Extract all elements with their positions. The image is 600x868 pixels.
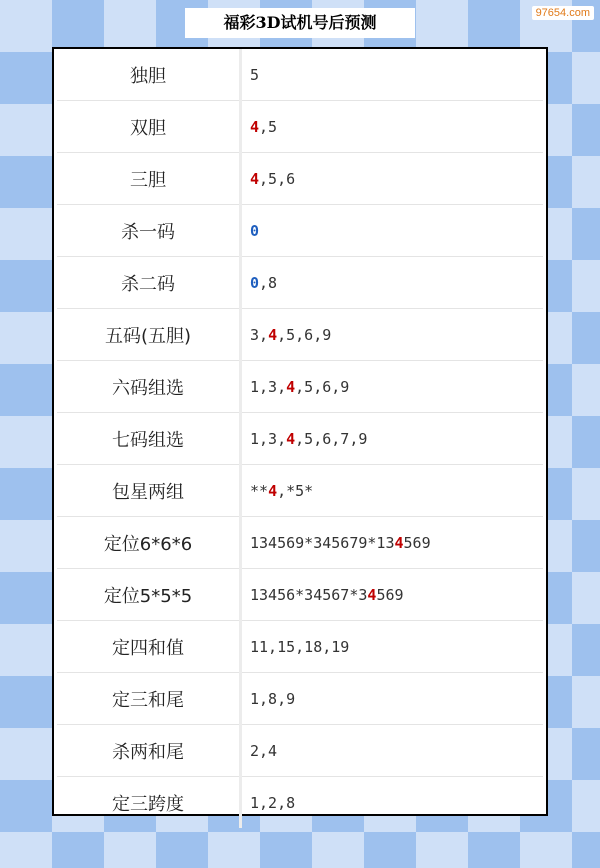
- row-value: [241, 673, 544, 725]
- row-label: 五码(五胆): [57, 309, 241, 361]
- value-text: ,5,6,7,9: [295, 429, 368, 448]
- row-value: [241, 257, 544, 309]
- prediction-rows: [57, 49, 543, 828]
- row-label: 双胆: [57, 101, 241, 153]
- value-text: ,5,6,9: [277, 325, 332, 344]
- row-label: 杀二码: [57, 257, 241, 309]
- row-label: 定位5*5*5: [57, 569, 241, 621]
- row-value: [241, 725, 544, 777]
- value-text: 3,: [250, 325, 269, 344]
- row-label: 七码组选: [57, 413, 241, 465]
- highlight-number: 4: [268, 481, 278, 500]
- row-label: 定三和尾: [57, 673, 241, 725]
- prediction-panel: [52, 47, 548, 816]
- highlight-number: 4: [250, 169, 260, 188]
- table-row: [57, 205, 543, 257]
- highlight-number: 4: [394, 533, 404, 552]
- table-row: [57, 517, 543, 569]
- row-value: [241, 49, 544, 101]
- value-text: ,5,6,9: [295, 377, 350, 396]
- value-text: 2,4: [250, 741, 278, 760]
- value-text: 569: [403, 533, 431, 552]
- row-value: [241, 517, 544, 569]
- highlight-number: 4: [286, 377, 296, 396]
- highlight-number: 4: [286, 429, 296, 448]
- value-text: 5: [250, 65, 260, 84]
- prediction-table: [57, 49, 543, 828]
- row-value: [241, 309, 544, 361]
- value-text: ,5,6: [259, 169, 296, 188]
- highlight-number: 0: [250, 221, 260, 240]
- value-text: 134569*345679*13: [250, 533, 395, 552]
- table-row: [57, 101, 543, 153]
- table-row: [57, 465, 543, 517]
- table-row: [57, 413, 543, 465]
- table-row: [57, 153, 543, 205]
- row-value: [241, 569, 544, 621]
- row-value: [241, 465, 544, 517]
- row-value: [241, 101, 544, 153]
- value-text: 11,15,18,19: [250, 637, 350, 656]
- value-text: **: [250, 481, 269, 500]
- row-label: 三胆: [57, 153, 241, 205]
- table-row: [57, 257, 543, 309]
- row-value: [241, 621, 544, 673]
- table-row: [57, 673, 543, 725]
- highlight-number: 4: [367, 585, 377, 604]
- table-row: [57, 621, 543, 673]
- row-value: [241, 153, 544, 205]
- row-label: 杀两和尾: [57, 725, 241, 777]
- row-value: [241, 205, 544, 257]
- row-label: 定三跨度: [57, 777, 241, 829]
- value-text: 569: [376, 585, 404, 604]
- row-label: 定四和值: [57, 621, 241, 673]
- table-row: [57, 49, 543, 101]
- row-label: 杀一码: [57, 205, 241, 257]
- row-value: [241, 777, 544, 829]
- value-text: 13456*34567*3: [250, 585, 368, 604]
- site-watermark: 97654.com: [532, 6, 594, 20]
- value-text: 1,3,: [250, 377, 287, 396]
- value-text: 1,3,: [250, 429, 287, 448]
- table-row: [57, 777, 543, 829]
- row-label: 独胆: [57, 49, 241, 101]
- table-row: [57, 569, 543, 621]
- highlight-number: 4: [250, 117, 260, 136]
- value-text: ,*5*: [277, 481, 314, 500]
- table-row: [57, 725, 543, 777]
- highlight-number: 0: [250, 273, 260, 292]
- row-label: 定位6*6*6: [57, 517, 241, 569]
- value-text: 1,2,8: [250, 793, 296, 812]
- value-text: ,8: [259, 273, 278, 292]
- table-row: [57, 361, 543, 413]
- page-title: 福彩3D试机号后预测: [185, 8, 415, 38]
- highlight-number: 4: [268, 325, 278, 344]
- row-value: [241, 361, 544, 413]
- value-text: 1,8,9: [250, 689, 296, 708]
- row-label: 六码组选: [57, 361, 241, 413]
- table-row: [57, 309, 543, 361]
- value-text: ,5: [259, 117, 278, 136]
- row-label: 包星两组: [57, 465, 241, 517]
- row-value: [241, 413, 544, 465]
